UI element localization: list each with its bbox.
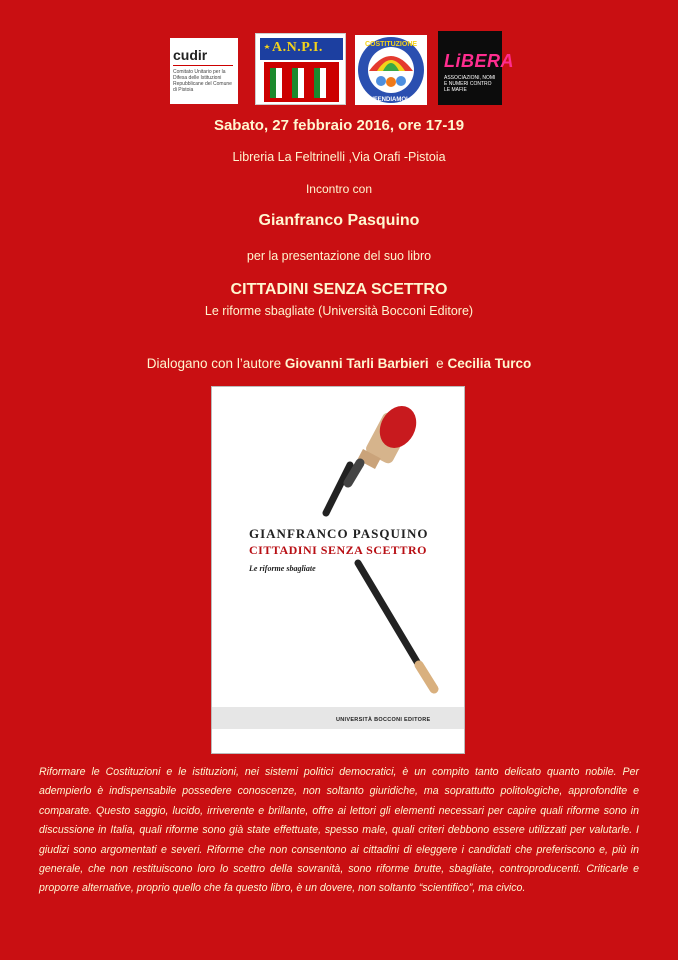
book-title: CITTADINI SENZA SCETTRO <box>230 281 448 298</box>
event-date: Sabato, 27 febbraio 2016, ore 17-19 <box>213 117 465 134</box>
cudir-logo-rule <box>173 65 233 66</box>
book-description: Riformare le Costituzioni e le istituzioni, nei sistemi politici democratici, è un compito tanto delicato quanto nobile. Per adempierlo è indispensabile possedere conoscenze, non soltanto giuridiche, ma soprattutto politologiche, approfondite e comparate. Questo saggio, lucido, irriverente e brillante, offre ai lettori gli elementi necessari per capire quali riforme sono in discussione in Italia, quali riforme sono già state effettuate, spesso male, quali criteri debbono essere utilizzati per valutarle. I giudizi sono argomentati e severi. Riforme che non consentono ai cittadini di eleggere i candidati che preferiscono e, più in generale, che non restituiscono loro lo scettro della sovranità, sono riforme brutte, sbagliate, controproducenti. Criticarle e proporre alternative, proprio quello che fa questo libro, è un dovere, non soltanto “scientifico”, ma civico. <box>39 766 639 895</box>
event-presentation: per la presentazione del suo libro <box>246 249 432 263</box>
dialogue-line <box>0 356 678 371</box>
costituzione-logo <box>355 35 427 105</box>
logos-row <box>170 33 514 105</box>
book-cover <box>211 386 465 754</box>
cover-subtitle: Le riforme sbagliate <box>249 564 316 573</box>
costituzione-bottom-text: DIFENDIAMOLA <box>368 97 414 103</box>
anpi-logo-name: A.N.P.I. <box>272 40 323 55</box>
cudir-logo <box>170 38 238 104</box>
event-author: Gianfranco Pasquino <box>258 212 420 229</box>
event-intro: Incontro con <box>305 182 373 196</box>
book-subtitle: Le riforme sbagliate (Università Bocconi Editore) <box>204 304 474 318</box>
umbrella-icon <box>355 35 427 105</box>
libera-logo <box>438 31 514 105</box>
dialogue-prefix: Dialogano con l’autore <box>146 356 282 371</box>
cover-author: GIANFRANCO PASQUINO <box>249 526 429 541</box>
cover-publisher: UNIVERSITÀ BOCCONI EDITORE <box>336 717 431 723</box>
speaker-2: Cecilia Turco <box>447 356 532 371</box>
libera-logo-name: LiBERA <box>444 51 514 71</box>
event-place: Libreria La Feltrinelli ,Via Orafi -Pistoia <box>232 150 446 164</box>
cover-title: CITTADINI SENZA SCETTRO <box>249 543 427 557</box>
libera-logo-subtitle: ASSOCIAZIONI, NOMI E NUMERI CONTRO LE MAFIE <box>444 75 496 93</box>
costituzione-arc-text: COSTITUZIONE <box>364 41 418 48</box>
anpi-logo <box>255 33 346 105</box>
speaker-1: Giovanni Tarli Barbieri <box>284 356 429 371</box>
cudir-logo-subtitle: Comitato Unitario per la Difesa delle Istituzioni Repubblicane del Comune di Pistoia <box>173 69 232 93</box>
cudir-logo-name: cudir <box>173 47 208 63</box>
dialogue-joiner: e <box>436 356 444 371</box>
